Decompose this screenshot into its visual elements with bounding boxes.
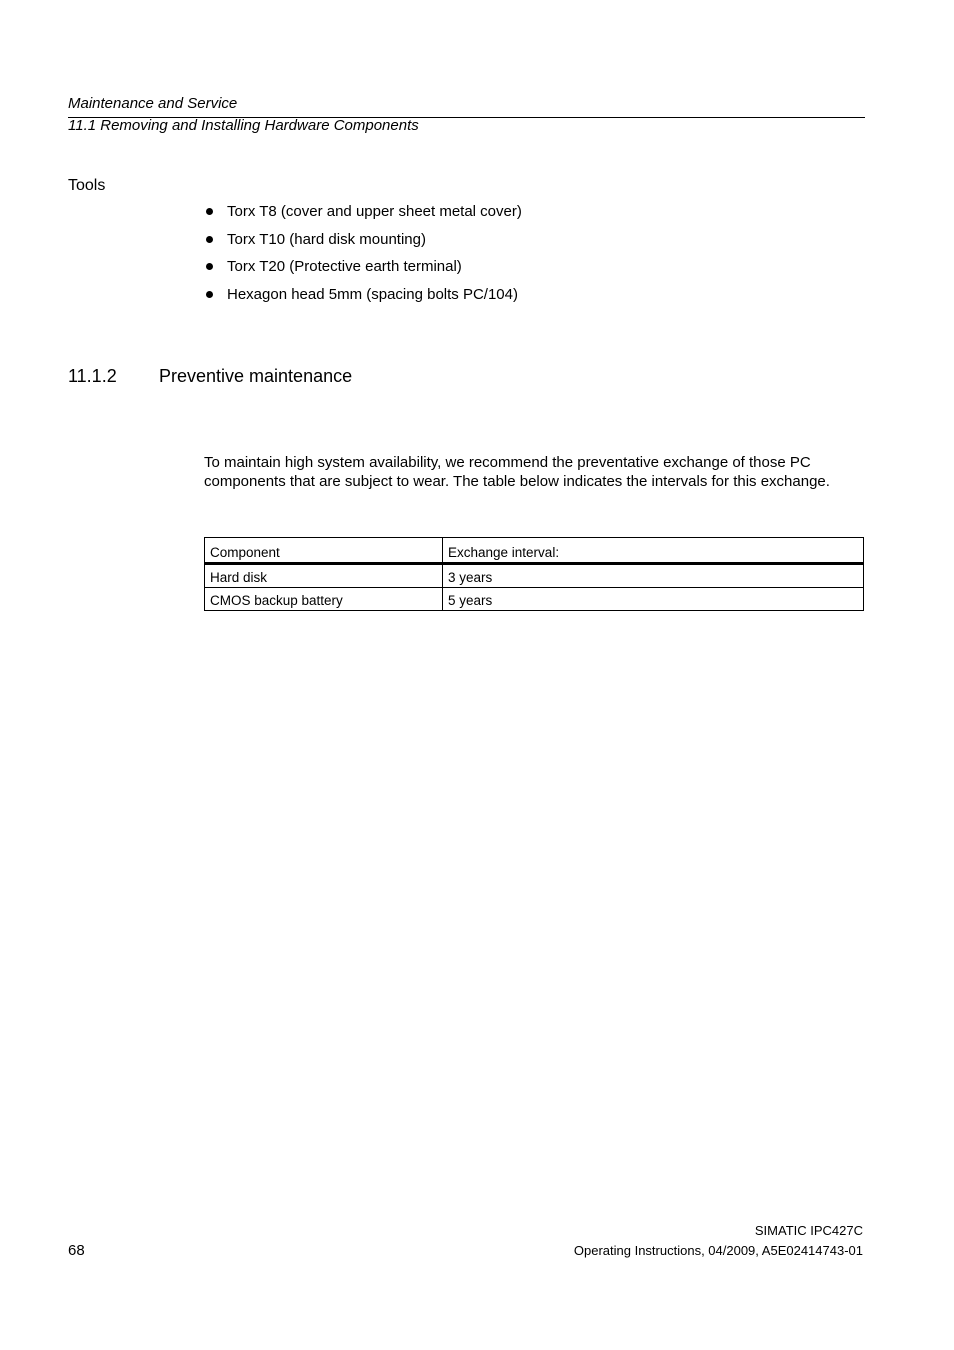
footer-doc-info: Operating Instructions, 04/2009, A5E02414743-01 bbox=[573, 1243, 863, 1258]
tools-heading: Tools bbox=[68, 177, 106, 194]
bullet-icon bbox=[206, 236, 213, 243]
column-header-interval: Exchange interval: bbox=[443, 538, 864, 564]
section-title: Preventive maintenance bbox=[159, 366, 353, 386]
list-item bbox=[204, 285, 522, 313]
table-cell: 5 years bbox=[443, 588, 864, 611]
page-number: 68 bbox=[68, 1242, 85, 1259]
tools-list bbox=[204, 202, 522, 312]
exchange-interval-table bbox=[204, 537, 864, 611]
bullet-icon bbox=[206, 208, 213, 215]
list-item bbox=[204, 230, 522, 258]
list-item-text: Torx T20 (Protective earth terminal) bbox=[227, 258, 462, 276]
footer-product: SIMATIC IPC427C bbox=[754, 1223, 863, 1238]
intro-paragraph: To maintain high system availability, we recommend the preventative exchange of those PC components that are subject to wear. The table below indicates the intervals for this exchange. bbox=[204, 454, 830, 490]
column-header-component: Component bbox=[205, 538, 443, 564]
table-cell: Hard disk bbox=[205, 564, 443, 588]
table-cell: 3 years bbox=[443, 564, 864, 588]
table-cell: CMOS backup battery bbox=[205, 588, 443, 611]
list-item bbox=[204, 257, 522, 285]
list-item-text: Torx T8 (cover and upper sheet metal cover) bbox=[227, 203, 522, 220]
running-header-section: 11.1 Removing and Installing Hardware Components bbox=[68, 117, 419, 134]
bullet-icon bbox=[206, 291, 213, 298]
list-item-text: Torx T10 (hard disk mounting) bbox=[227, 230, 426, 248]
table-row bbox=[205, 588, 864, 611]
table-row bbox=[205, 564, 864, 588]
list-item bbox=[204, 202, 522, 230]
list-item-text: Hexagon head 5mm (spacing bolts PC/104) bbox=[227, 285, 518, 303]
running-header-chapter: Maintenance and Service bbox=[68, 95, 238, 112]
table-header-row bbox=[205, 538, 864, 564]
bullet-icon bbox=[206, 263, 213, 270]
section-number: 11.1.2 bbox=[68, 366, 117, 386]
